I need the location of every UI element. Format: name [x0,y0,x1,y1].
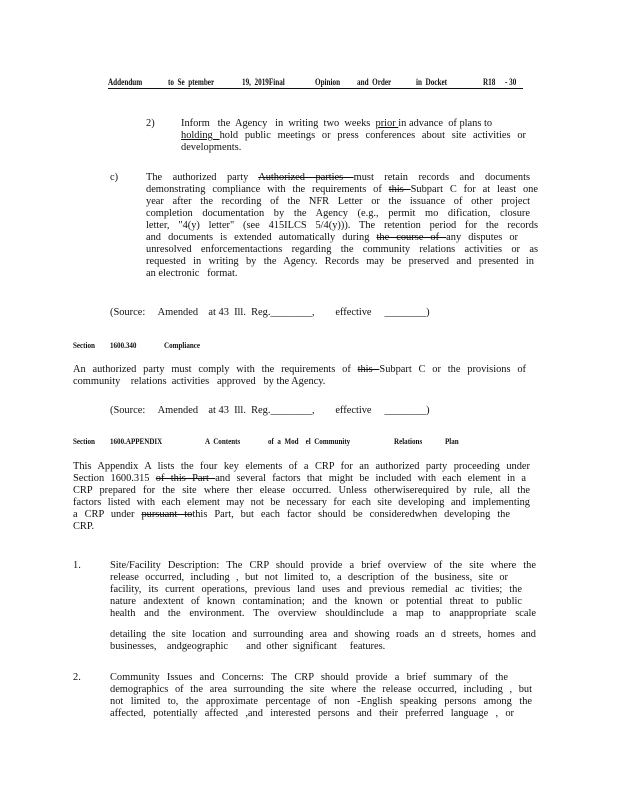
header-opinion: Opinion [315,77,341,87]
item-line: and documents is extended automatically during the course of any disputes or [146,232,518,243]
item-line: completion documentation by the Agency (e.g., permit mo dification, closure [146,208,530,219]
section-label: Section [73,340,95,350]
paragraph-line: CRP. [73,521,95,532]
item-marker: 2) [146,118,155,129]
header-docket: in Docket [416,77,448,87]
item-line: detailing the site location and surrounding area and showing roads an d streets, homes and [110,629,536,640]
item-line: year after the recording of the NFR Letter or the issuance of other project [146,196,530,207]
section-label: Section [73,436,95,446]
item-line: Community Issues and Concerns: The CRP should provide a brief summary of the [110,672,508,683]
item-marker: c) [110,172,119,183]
item-line: affected, potentially affected ,and interested persons and their preferred language , or [110,708,514,719]
paragraph-line: This Appendix A lists the four key elements of a CRP for an authorized party proceeding under [73,461,530,472]
appendix-title-part: of a Mod el Community [268,436,351,446]
paragraph-line: Section 1600.315 of this Part and several factors that might be included with each element in a [73,473,526,484]
appendix-title-part: Plan [445,436,459,446]
item-line: requested in writing by the Agency. Records may be preserved and presented in [146,256,534,267]
paragraph-line: CRP prepared for the site where ther elease occurred. Unless otherwiserequired by rule, all the [73,485,530,496]
item-line: release occurred, including , but not limited to, a description of the business, site or [110,572,508,583]
item-line: nature andextent of known contamination; and the known or potential threat to public [110,596,522,607]
source-note: (Source: Amended at 43 Ill. Reg.________, effective ________) [110,307,430,318]
item-line: unresolved enforcementactions regarding the community relations activities or as [146,244,538,255]
header-date: 19, 2019Final [242,77,285,87]
item-number: 2. [73,672,81,683]
section-number: 1600.APPENDIX [110,436,163,446]
section-number: 1600.340 [110,340,137,350]
item-line: Inform the Agency in writing two weeks prior in advance of plans to [181,118,493,129]
header-rule [108,88,523,89]
item-line: The authorized party Authorized parties must retain records and documents [146,172,530,183]
appendix-title-part: Relations [394,436,423,446]
item-line: facility, its current operations, previous land uses and previous remedial ac tivities; the [110,584,522,595]
paragraph-line: community relations activities approved by the Agency. [73,376,326,387]
source-note: (Source: Amended at 43 Ill. Reg.________, effective ________) [110,405,430,416]
item-line: businesses, andgeographic and other significant features. [110,641,386,652]
item-number: 1. [73,560,81,571]
item-line: holding hold public meetings or press conferences about site activities or [181,130,526,141]
header-addendum: Addendum [108,77,143,87]
item-line: demonstrating compliance with the requirements of this Subpart C for at least one [146,184,538,195]
section-title: Compliance [164,340,201,350]
header-number: R18 [483,77,496,87]
item-line: letter, "4(y) letter" (see 415ILCS 5/4(y))). The retention period for the records [146,220,538,231]
appendix-title-part: A Contents [205,436,241,446]
item-line: Site/Facility Description: The CRP should provide a brief overview of the site where the [110,560,536,571]
header-month: to Se ptember [168,77,215,87]
item-line: developments. [181,142,242,153]
item-line: demographics of the area surrounding the site where the release occurred, including , but [110,684,532,695]
item-line: an electronic format. [146,268,238,279]
header-number-suffix: - 30 [505,77,517,87]
header-order: and Order [357,77,392,87]
paragraph-line: a CRP under pursuant tothis Part, but each factor should be consideredwhen developing the [73,509,510,520]
item-line: health and the environment. The overview shouldinclude a map to anappropriate scale [110,608,536,619]
paragraph-line: An authorized party must comply with the requirements of this Subpart C or the provisions of [73,364,527,375]
paragraph-line: factors listed with each element may not be necessary for each site developing and implementing [73,497,530,508]
item-line: not limited to, the approximate percentage of non -English speaking persons among the [110,696,532,707]
